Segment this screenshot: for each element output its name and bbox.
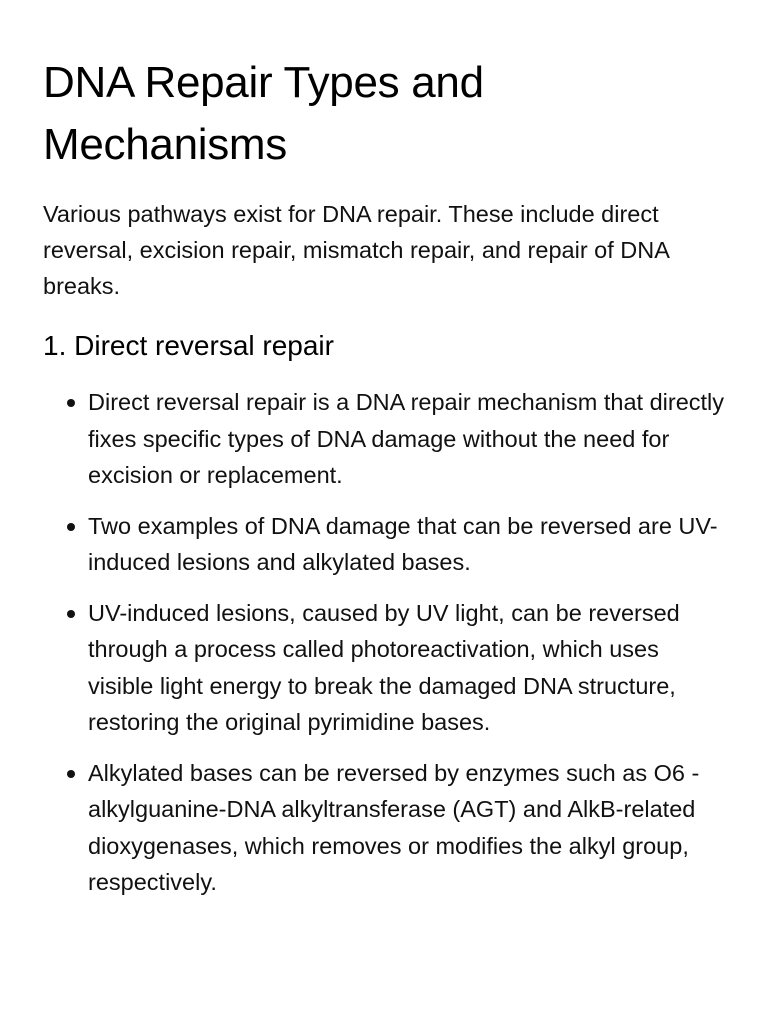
section-heading: 1. Direct reversal repair [43, 330, 334, 361]
bullet-text: Alkylated bases can be reversed by enzymes such as O6 -alkylguanine-DNA alkyltransferase (AGT) and AlkB-related dioxygenases, which removes or modifies the alkyl group, respectively. [88, 759, 700, 895]
bullet-dot-icon [67, 610, 75, 618]
bullet-item [43, 384, 724, 494]
bullet-text: UV-induced lesions, caused by UV light, can be reversed through a process called photoreactivation, which uses visible light energy to break the damaged DNA structure, restoring the original pyrimidine bases. [88, 599, 680, 735]
bullet-dot-icon [67, 399, 75, 407]
bullet-dot-icon [67, 523, 75, 531]
bullet-list [43, 384, 724, 901]
page-title: DNA Repair Types and Mechanisms [43, 58, 484, 169]
bullet-dot-icon [67, 770, 75, 778]
bullet-item [43, 595, 724, 741]
bullet-text: Direct reversal repair is a DNA repair mechanism that directly fixes specific types of DNA damage without the need for excision or replacement. [88, 389, 725, 488]
bullet-item [43, 755, 724, 901]
bullet-item [43, 508, 724, 581]
bullet-text: Two examples of DNA damage that can be reversed are UV-induced lesions and alkylated bases. [88, 512, 718, 575]
intro-paragraph: Various pathways exist for DNA repair. These include direct reversal, excision repair, mismatch repair, and repair of DNA breaks. [43, 201, 669, 299]
